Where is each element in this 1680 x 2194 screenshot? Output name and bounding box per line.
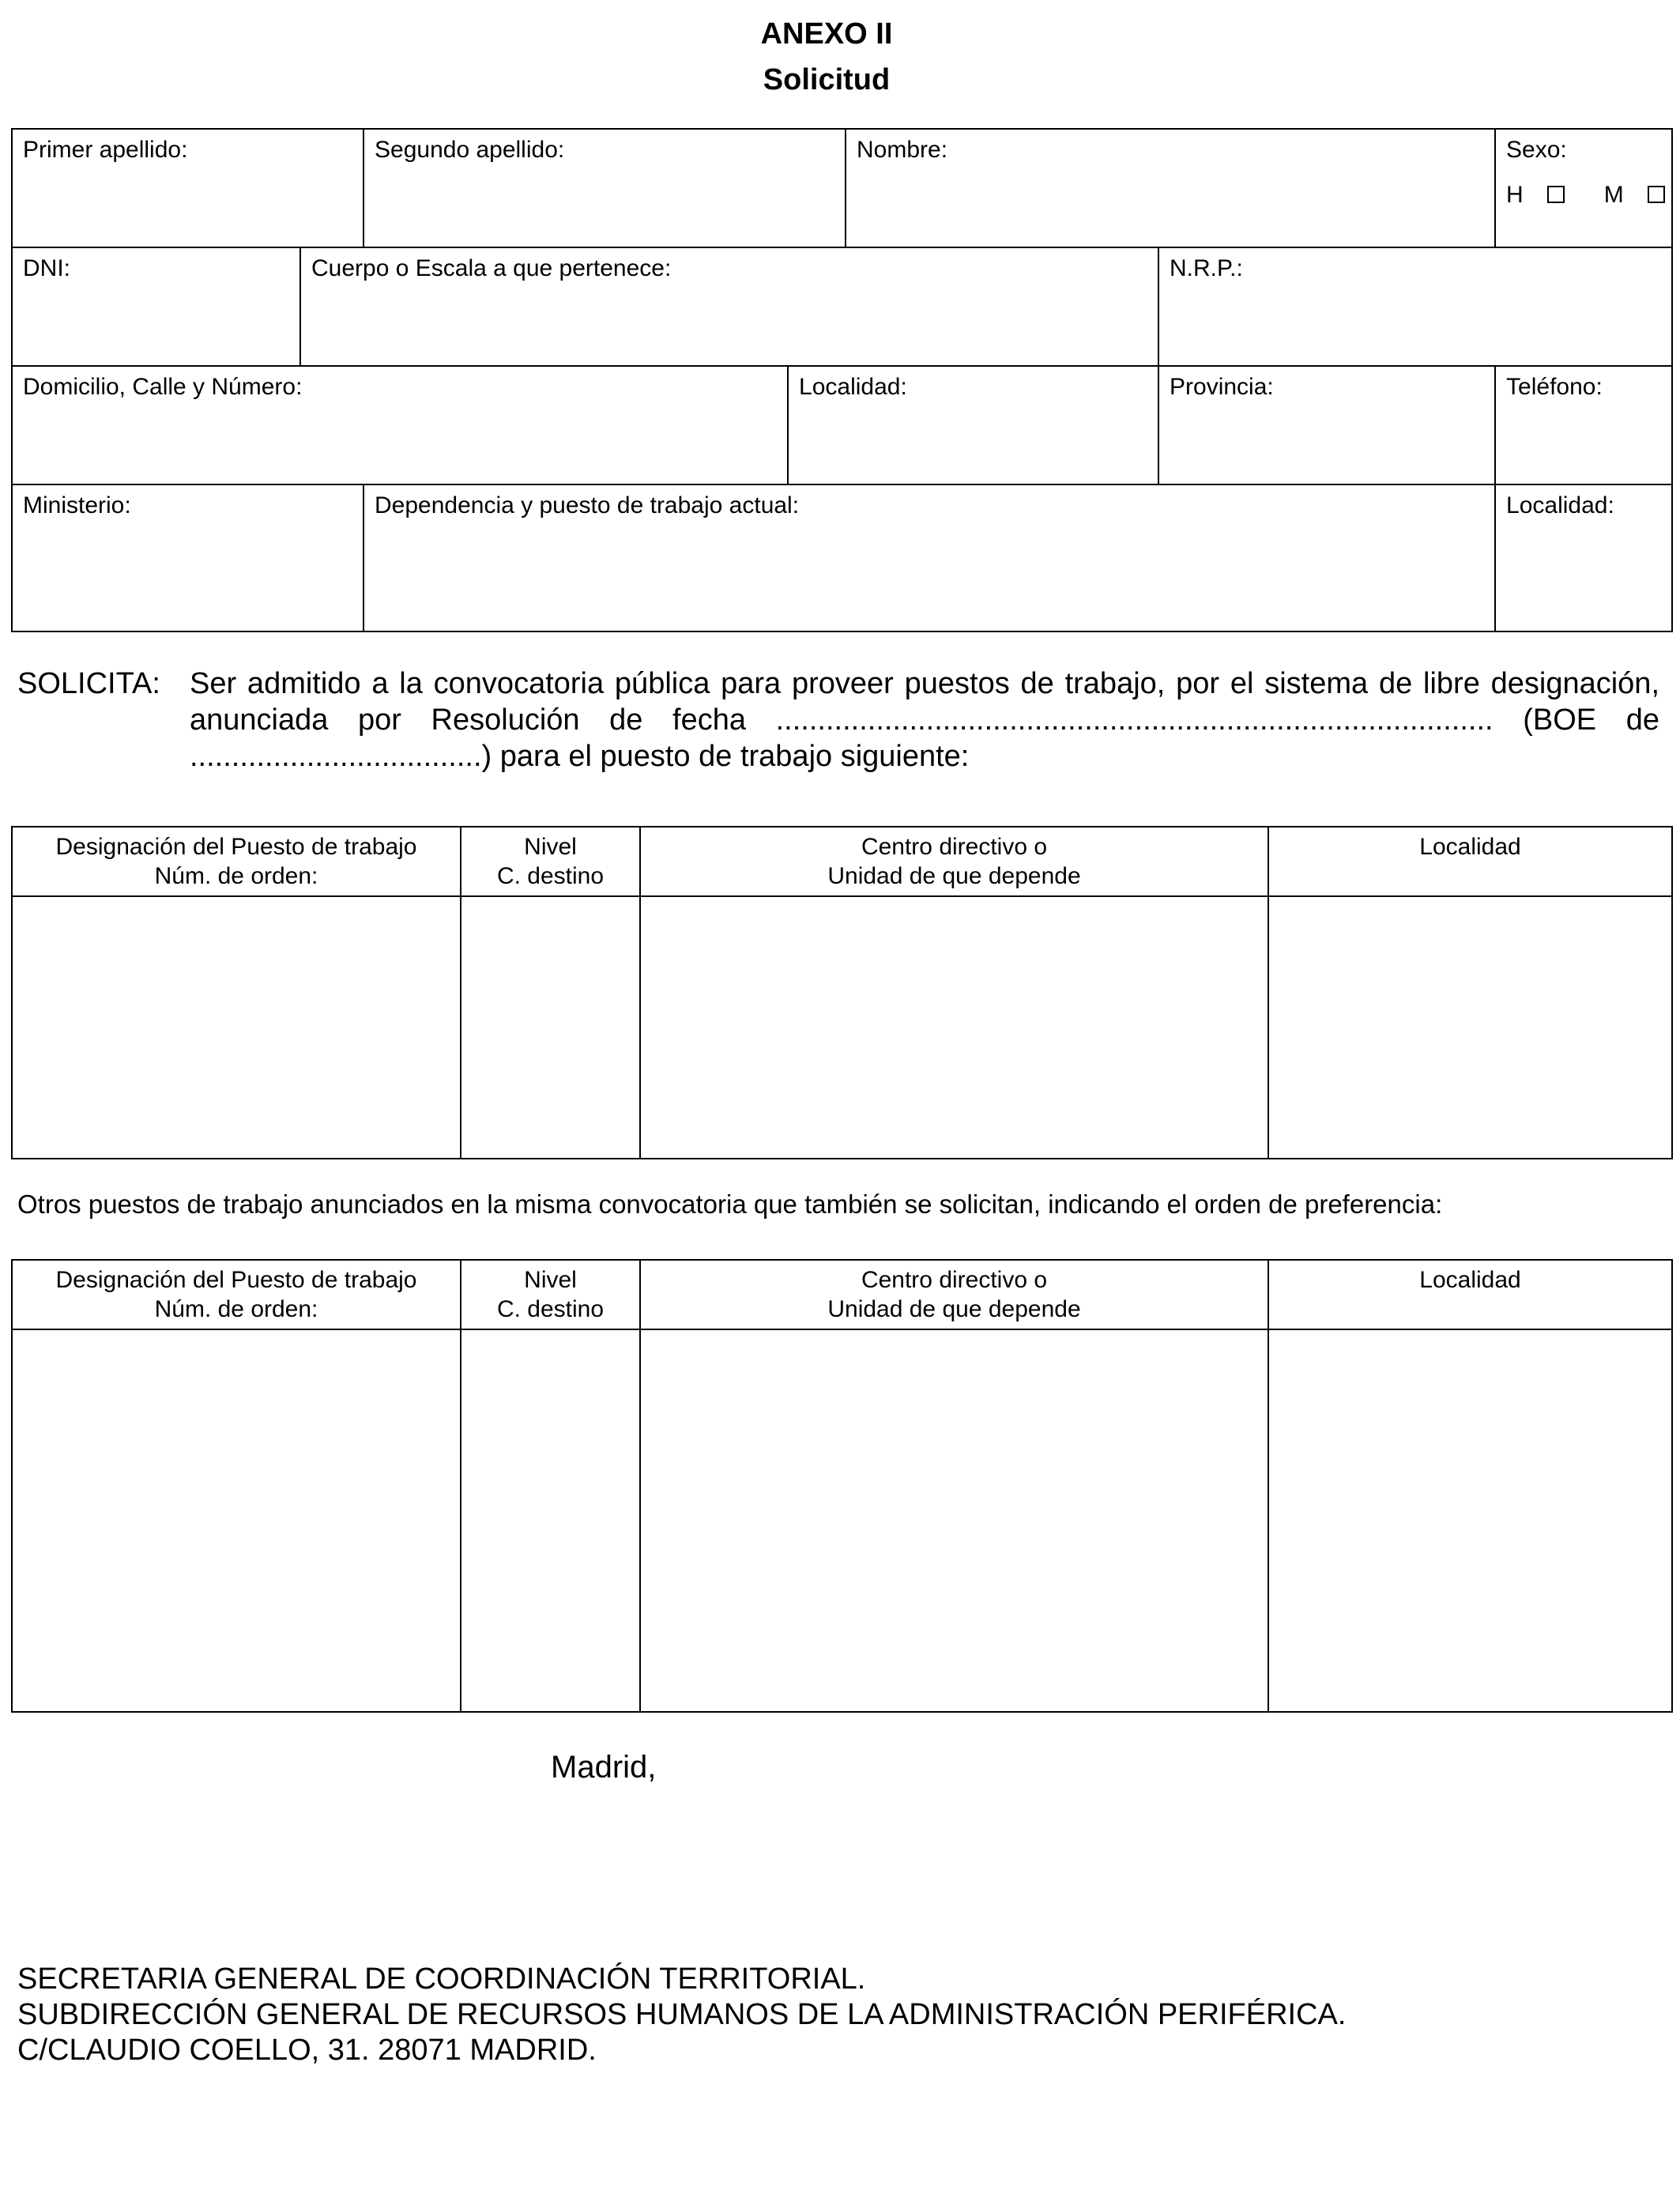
primer-apellido-label: Primer apellido: [23,137,188,163]
ministerio-field[interactable] [12,484,363,631]
sexo-m-checkbox[interactable] [1648,186,1665,203]
nombre-label: Nombre: [857,137,948,163]
domicilio-field[interactable] [12,366,788,484]
designacion-header-line1: Designación del Puesto de trabajo [55,834,417,860]
nivel-header-line2: C. destino [496,1296,605,1322]
place-date-line: Madrid, [551,1750,657,1785]
nivel-cell[interactable] [461,896,640,1159]
nivel-cell[interactable] [461,1329,640,1712]
personal-data-table [11,128,1673,632]
domicilio-label: Domicilio, Calle y Número: [23,374,303,400]
requested-job-table [11,826,1673,1159]
designacion-cell[interactable] [12,1329,461,1712]
centro-header-line1: Centro directivo o [861,834,1048,860]
other-jobs-text: Otros puestos de trabajo anunciados en la misma convocatoria que también se solicitan, indicando el orden de preferencia: [17,1189,1443,1219]
nivel-header-line1: Nivel [524,834,577,860]
centro-cell[interactable] [640,896,1268,1159]
nombre-field[interactable] [846,129,1495,247]
telefono-label: Teléfono: [1506,374,1603,400]
segundo-apellido-label: Segundo apellido: [375,137,565,163]
localidad-field[interactable] [788,366,1158,484]
dni-label: DNI: [23,255,70,281]
localidad-header [1268,827,1672,896]
centro-header-line1: Centro directivo o [861,1267,1048,1293]
primer-apellido-field[interactable] [12,129,363,247]
telefono-field[interactable] [1495,366,1672,484]
solicita-label: SOLICITA: [17,667,160,700]
localidad-cell[interactable] [1268,896,1672,1159]
nivel-header [461,827,640,896]
localidad-cell[interactable] [1268,1329,1672,1712]
solicita-text: Ser admitido a la convocatoria pública para proveer puestos de trabajo, por el sistema de libre designación, anunciada por Resolución de fecha ...................................................................................... (BOE de ...................................) para el puesto de trabajo siguiente: [190,667,1659,773]
nrp-label: N.R.P.: [1170,255,1243,281]
designacion-cell[interactable] [12,896,461,1159]
nivel-header-line2: C. destino [496,863,605,889]
dependencia-field[interactable] [363,484,1495,631]
form-subtitle: Solicitud [763,63,891,96]
address-line-3: C/CLAUDIO COELLO, 31. 28071 MADRID. [17,2034,597,2067]
localidad-header-text: Localidad [1419,834,1521,860]
solicita-paragraph [17,665,1659,775]
designacion-header [12,827,461,896]
localidad-header-text: Localidad [1419,1267,1521,1293]
designacion-header-line1: Designación del Puesto de trabajo [55,1267,417,1293]
centro-cell[interactable] [640,1329,1268,1712]
nrp-field[interactable] [1158,247,1672,366]
address-block [17,1962,1346,2068]
address-line-1: SECRETARIA GENERAL DE COORDINACIÓN TERRITORIAL. [17,1962,866,1996]
localidad-header [1268,1260,1672,1329]
segundo-apellido-field[interactable] [363,129,846,247]
cuerpo-label: Cuerpo o Escala a que pertenece: [311,255,672,281]
centro-header [640,827,1268,896]
localidad-actual-field[interactable] [1495,484,1672,631]
sexo-h-checkbox[interactable] [1547,186,1565,203]
annex-title: ANEXO II [760,17,893,51]
sexo-h-label: H [1506,182,1524,208]
centro-header-line2: Unidad de que depende [827,1296,1081,1322]
sexo-m-label: M [1603,182,1624,208]
designacion-header-line2: Núm. de orden: [154,1296,318,1322]
cuerpo-field[interactable] [300,247,1158,366]
sexo-label: Sexo: [1506,137,1567,163]
address-line-2: SUBDIRECCIÓN GENERAL DE RECURSOS HUMANOS DE LA ADMINISTRACIÓN PERIFÉRICA. [17,1998,1347,2031]
localidad-label: Localidad: [799,374,907,400]
dni-field[interactable] [12,247,300,366]
ministerio-label: Ministerio: [23,492,131,518]
provincia-field[interactable] [1158,366,1495,484]
nivel-header-line1: Nivel [524,1267,577,1293]
centro-header [640,1260,1268,1329]
other-jobs-table [11,1259,1673,1713]
designacion-header-line2: Núm. de orden: [154,863,318,889]
nivel-header [461,1260,640,1329]
designacion-header [12,1260,461,1329]
provincia-label: Provincia: [1170,374,1274,400]
centro-header-line2: Unidad de que depende [827,863,1081,889]
localidad-actual-label: Localidad: [1506,492,1614,518]
sexo-field [1495,129,1672,247]
dependencia-label: Dependencia y puesto de trabajo actual: [375,492,800,518]
